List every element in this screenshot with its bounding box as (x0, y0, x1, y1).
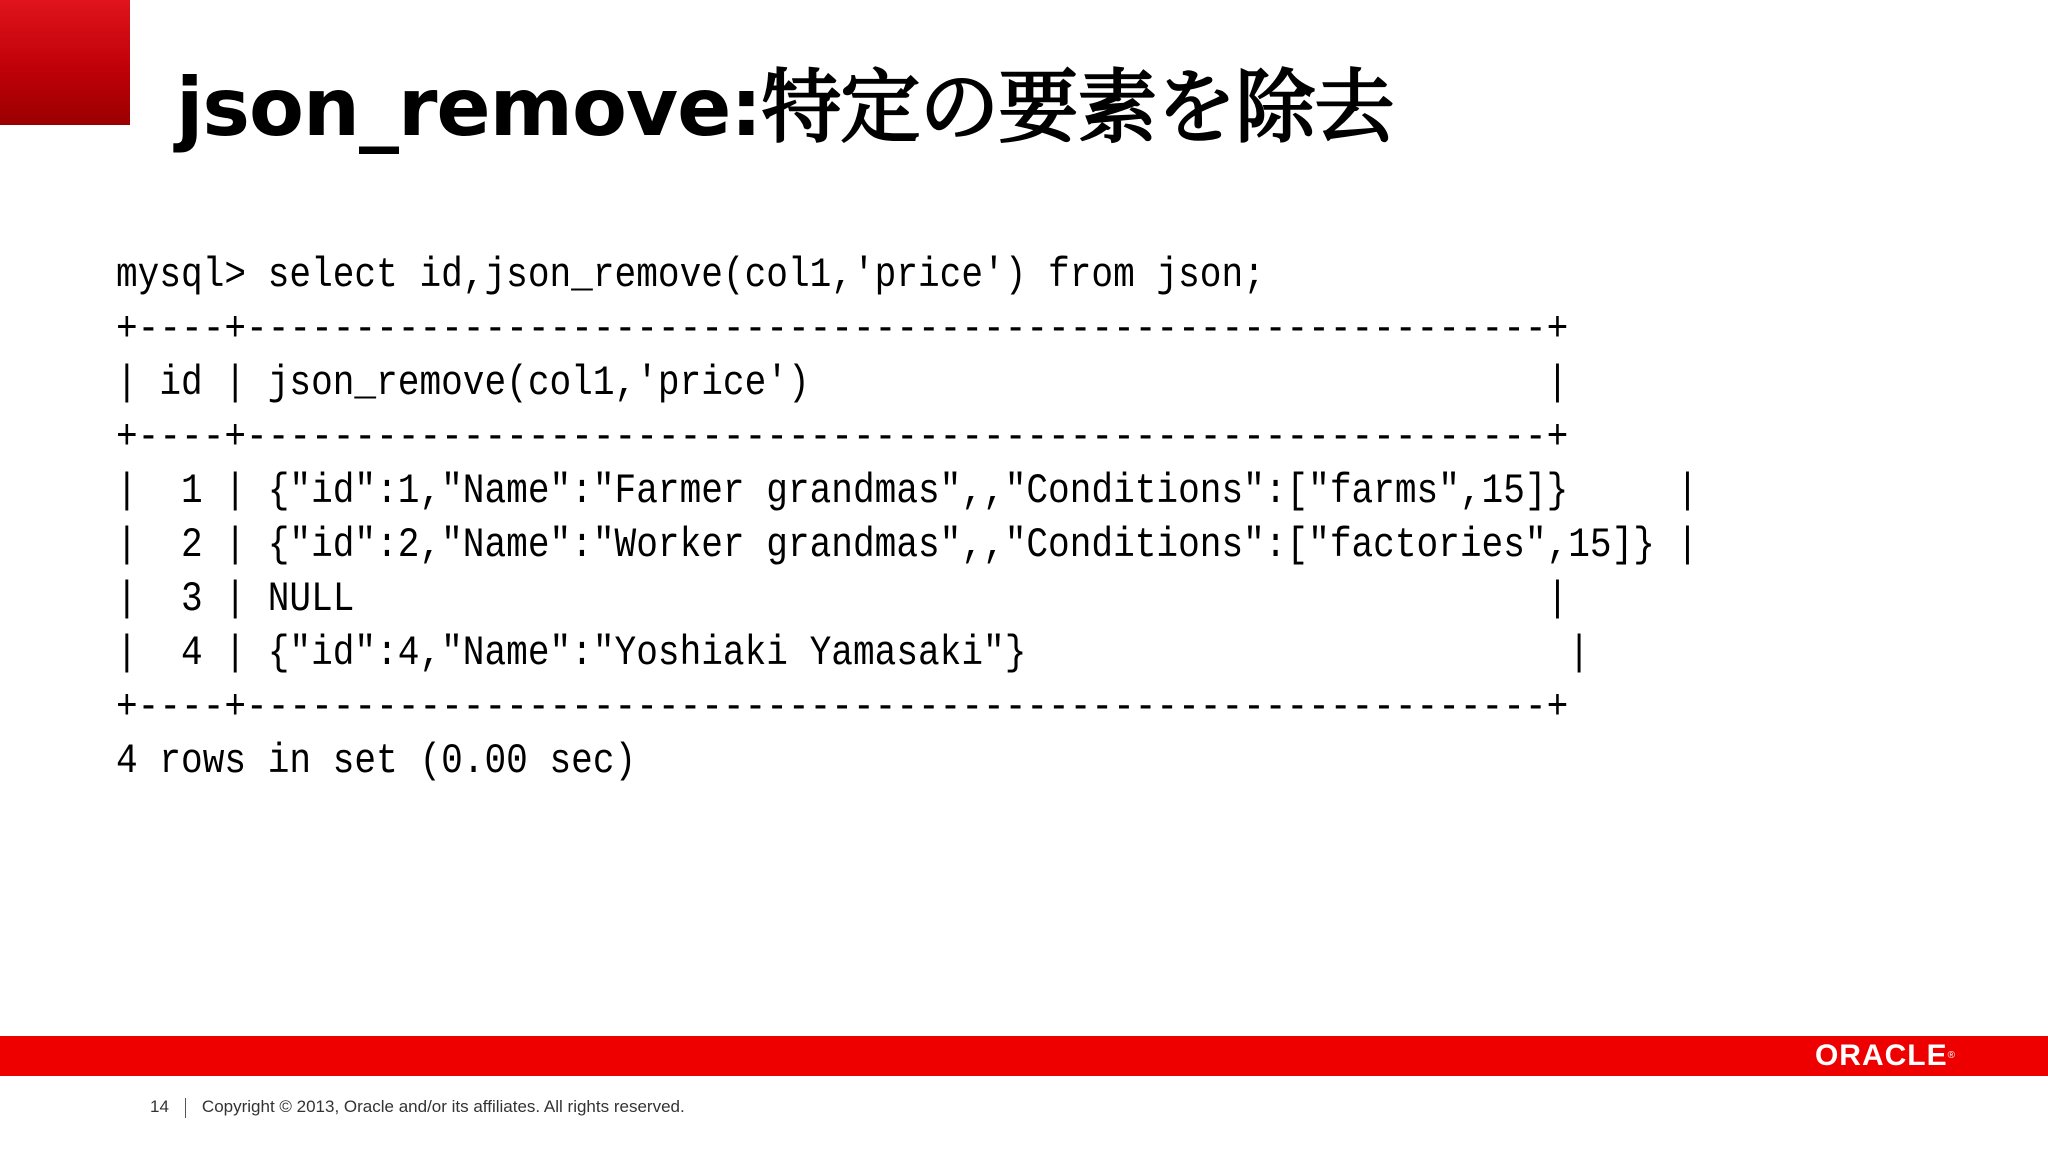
terminal-output (116, 248, 1698, 788)
table-border: +----+------------------------------------------------------------+ (116, 305, 1569, 353)
table-row: | 4 | {"id":4,"Name":"Yoshiaki Yamasaki"} | (116, 629, 1590, 677)
table-row: | 2 | {"id":2,"Name":"Worker grandmas",,"Conditions":["factories",15]} | (116, 521, 1699, 569)
page-footer (150, 1096, 685, 1118)
table-border: +----+------------------------------------------------------------+ (116, 413, 1569, 461)
terminal-command-line: mysql> select id,json_remove(col1,'price') from json; (116, 251, 1265, 299)
table-row: | 1 | {"id":1,"Name":"Farmer grandmas",,"Conditions":["farms",15]} | (116, 467, 1699, 515)
table-header-row: | id | json_remove(col1,'price') | (116, 359, 1569, 407)
page-number: 14 (150, 1097, 169, 1116)
slide-title: json_remove:特定の要素を除去 (176, 61, 1394, 154)
footer-divider (185, 1098, 186, 1118)
corner-accent-block (0, 0, 130, 125)
oracle-logo-text: ORACLE (1814, 1039, 1948, 1072)
table-border: +----+------------------------------------------------------------+ (116, 683, 1569, 731)
oracle-logo (1815, 1040, 1956, 1072)
footer-bar (0, 1036, 2048, 1076)
row-count-summary: 4 rows in set (0.00 sec) (116, 737, 637, 785)
copyright-text: Copyright © 2013, Oracle and/or its affiliates. All rights reserved. (201, 1097, 685, 1116)
registered-mark: ® (1947, 1050, 1956, 1061)
table-row: | 3 | NULL | (116, 575, 1569, 623)
